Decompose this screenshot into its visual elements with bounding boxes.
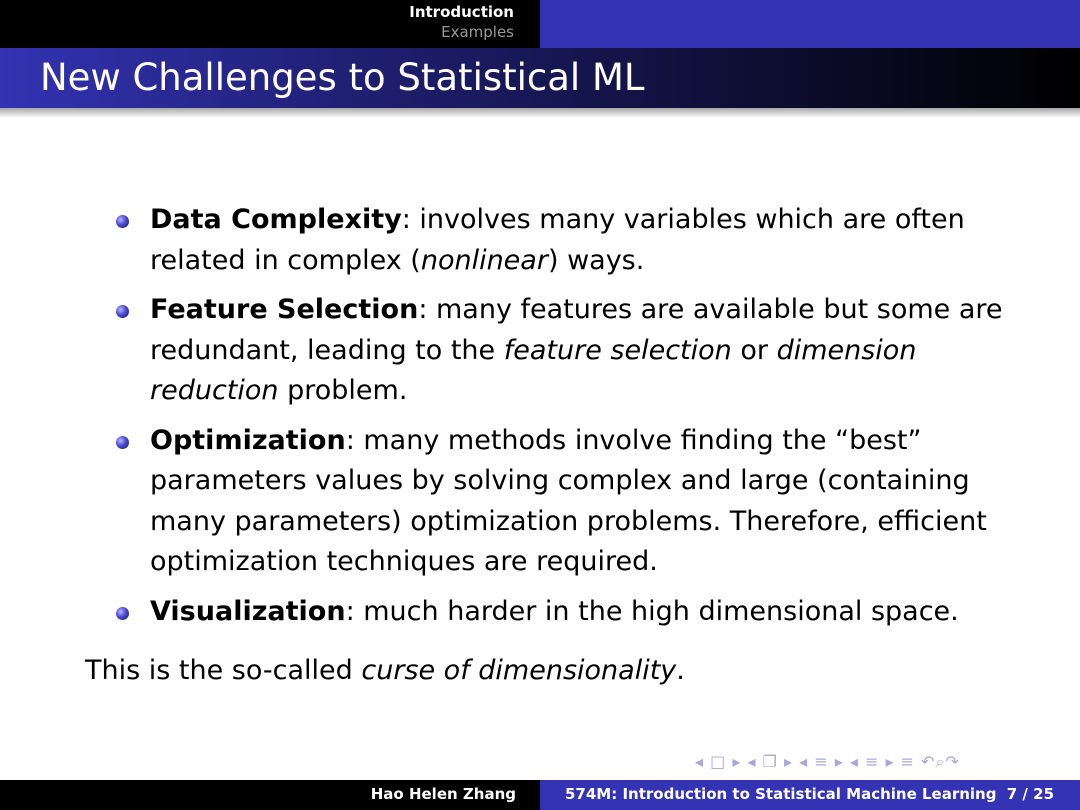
bullet-emphasis: nonlinear	[420, 244, 548, 276]
footer-bar	[0, 780, 1080, 810]
conclusion-emphasis: curse of dimensionality	[361, 655, 677, 686]
bullet-ball-icon	[116, 436, 129, 449]
slide-title: New Challenges to Statistical ML	[40, 56, 645, 99]
bullet-text: : many methods involve finding the “best” parameters values by solving complex and large (containing many parameters) optimization problems. Therefore, efficient optimization techniques are required.	[150, 424, 987, 577]
footer-course-title: 574M: Introduction to Statistical Machine Learning	[565, 785, 997, 803]
conclusion-end: .	[676, 655, 685, 686]
bullet-list	[110, 200, 1010, 641]
title-bar	[0, 48, 1080, 108]
nav-subsection-link[interactable]: Examples	[441, 23, 514, 41]
bullet-ball-icon	[116, 215, 129, 228]
bullet-emphasis: feature selection	[503, 334, 732, 366]
section-nav-panel	[0, 0, 540, 48]
bullet-item-data-complexity	[110, 200, 1010, 281]
footer-course-panel	[540, 780, 1080, 810]
bullet-text: : many features are available but some are redundant, leading to the	[150, 294, 1003, 366]
footer-page-number: 7 / 25	[1006, 785, 1054, 803]
footer-author-panel	[0, 780, 540, 810]
bullet-term: Optimization	[150, 424, 346, 456]
bullet-item-visualization	[110, 592, 1010, 633]
beamer-navigation-symbols[interactable]: ◂ □ ▸ ◂ ❐ ▸ ◂ ≡ ▸ ◂ ≡ ▸ ≡ ↶⌕↷	[695, 752, 960, 771]
bullet-item-optimization	[110, 421, 1010, 583]
bullet-text: problem.	[278, 375, 408, 406]
bullet-ball-icon	[116, 305, 129, 318]
top-bar-accent	[540, 0, 1080, 48]
bullet-ball-icon	[116, 607, 129, 620]
bullet-term: Visualization	[150, 595, 346, 627]
bullet-emphasis: dimension reduction	[150, 334, 917, 406]
bullet-text: or	[731, 334, 777, 366]
top-navigation-bar	[0, 0, 1080, 48]
bullet-text: : involves many variables which are often related in complex (	[150, 204, 965, 276]
bullet-item-feature-selection	[110, 290, 1010, 412]
footer-author: Hao Helen Zhang	[370, 785, 516, 803]
bullet-term: Data Complexity	[150, 204, 402, 235]
bullet-text: : much harder in the high dimensional space.	[345, 595, 959, 627]
bullet-text: ) ways.	[547, 244, 645, 276]
nav-section-link[interactable]: Introduction	[409, 3, 514, 21]
conclusion-text	[85, 651, 685, 691]
conclusion-lead: This is the so-called	[85, 655, 362, 686]
title-shadow	[0, 108, 1080, 118]
bullet-term: Feature Selection	[150, 294, 419, 325]
